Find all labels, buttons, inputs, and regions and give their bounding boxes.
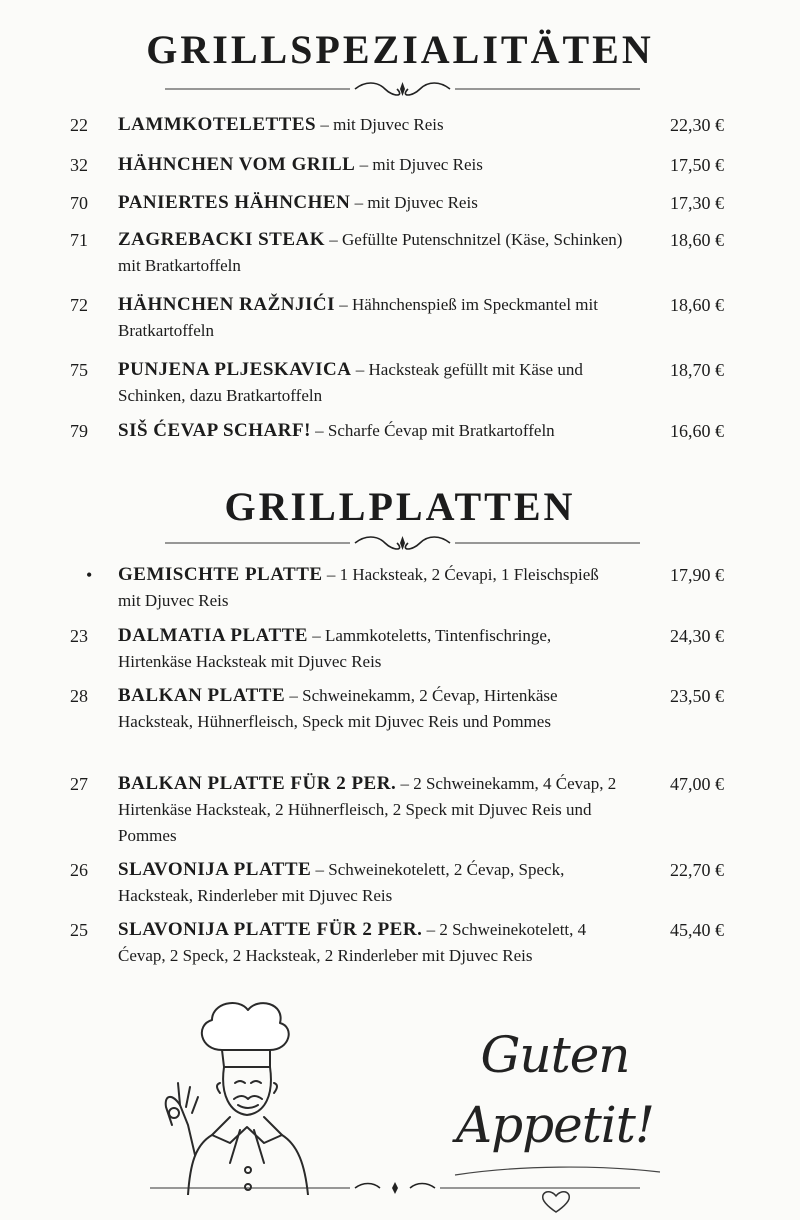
item-price: 22,30 € (670, 115, 724, 135)
item-number: 32 (70, 155, 88, 175)
menu-item (0, 190, 800, 227)
item-description: – 1 Hacksteak, 2 Ćevapi, 1 Fleischspieß mit Djuvec Reis (118, 565, 599, 610)
item-price: 18,60 € (670, 295, 724, 315)
item-price: 23,50 € (670, 686, 724, 706)
item-price: 18,70 € (670, 360, 724, 380)
item-name: PUNJENA PLJESKAVICA (118, 359, 352, 380)
item-price: 22,70 € (670, 860, 724, 880)
item-price: 45,40 € (670, 920, 724, 940)
item-description: – 2 Schweinekamm, 4 Ćevap, 2 Hirtenkäse Hacksteak, 2 Hühnerfleisch, 2 Speck mit Djuvec Reis und Pommes (118, 774, 617, 845)
item-name: SLAVONIJA PLATTE FÜR 2 PER. (118, 919, 423, 940)
item-price: 24,30 € (670, 626, 724, 646)
chef-illustration-icon (150, 995, 320, 1195)
item-name: HÄHNCHEN VOM GRILL (118, 154, 356, 175)
item-description: – Scharfe Ćevap mit Bratkartoffeln (310, 421, 555, 440)
item-number: 70 (70, 193, 88, 213)
grillspezialitaeten-list (0, 112, 800, 448)
item-description: – Schweinekamm, 2 Ćevap, Hirtenkäse Hacksteak, Hühnerfleisch, Speck mit Djuvec Reis und Pommes (118, 686, 558, 731)
item-number: 75 (70, 360, 88, 380)
item-name: PANIERTES HÄHNCHEN (118, 192, 351, 213)
item-number: 79 (70, 421, 88, 441)
item-price: 18,60 € (670, 230, 724, 250)
menu-item (0, 623, 800, 683)
item-description: – 2 Schweinekotelett, 4 Ćevap, 2 Speck, 2 Hacksteak, 2 Rinderleber mit Djuvec Reis (118, 920, 587, 965)
menu-item (0, 562, 800, 623)
section-title-grillspezialitaeten: GRILLSPEZIALITÄTEN (146, 27, 654, 72)
menu-item (0, 917, 800, 997)
item-bullet: • (86, 565, 93, 585)
menu-item (0, 152, 800, 190)
item-name: ZAGREBACKI STEAK (118, 229, 326, 250)
menu-item (0, 771, 800, 857)
item-number: 71 (70, 230, 88, 250)
item-number: 26 (70, 860, 88, 880)
item-number: 23 (70, 626, 88, 646)
menu-item (0, 683, 800, 771)
greeting-text: Guten Appetit! (456, 1026, 654, 1154)
menu-item (0, 357, 800, 418)
bottom-ornament-divider-icon (150, 1180, 640, 1200)
item-name: DALMATIA PLATTE (118, 625, 308, 646)
item-description: – mit Djuvec Reis (316, 115, 444, 134)
item-number: 72 (70, 295, 88, 315)
ornament-divider-icon (165, 533, 640, 553)
item-price: 47,00 € (670, 774, 724, 794)
item-description: – Schweinekotelett, 2 Ćevap, Speck, Hacksteak, Rinderleber mit Djuvec Reis (118, 860, 565, 905)
item-description: – Lammkoteletts, Tintenfischringe, Hirtenkäse Hacksteak mit Djuvec Reis (118, 626, 552, 671)
item-description: – Hacksteak gefüllt mit Käse und Schinken, dazu Bratkartoffeln (118, 360, 583, 405)
greeting-block (410, 1020, 700, 1170)
menu-item (0, 418, 800, 448)
section-title-grillplatten: GRILLPLATTEN (224, 484, 576, 529)
menu-item (0, 857, 800, 917)
item-description: – mit Djuvec Reis (350, 193, 478, 212)
item-number: 25 (70, 920, 88, 940)
item-number: 22 (70, 115, 88, 135)
item-name: LAMMKOTELETTES (118, 114, 317, 135)
item-number: 28 (70, 686, 88, 706)
item-price: 17,90 € (670, 565, 724, 585)
item-name: SLAVONIJA PLATTE (118, 859, 312, 880)
ornament-divider-icon (165, 79, 640, 99)
item-name: BALKAN PLATTE (118, 685, 286, 706)
item-description: – Hähnchenspieß im Speckmantel mit Bratkartoffeln (118, 295, 598, 340)
menu-item (0, 227, 800, 292)
item-description: – Gefüllte Putenschnitzel (Käse, Schinken) mit Bratkartoffeln (118, 230, 623, 275)
menu-item (0, 112, 800, 152)
grillplatten-list (0, 562, 800, 997)
item-number: 27 (70, 774, 88, 794)
item-name: GEMISCHTE PLATTE (118, 564, 323, 585)
item-price: 16,60 € (670, 421, 724, 441)
item-name: HÄHNCHEN RAŽNJIĆI (118, 294, 335, 315)
item-price: 17,50 € (670, 155, 724, 175)
item-name: BALKAN PLATTE FÜR 2 PER. (118, 773, 397, 794)
item-price: 17,30 € (670, 193, 724, 213)
item-name: SIŠ ĆEVAP SCHARF! (118, 420, 311, 441)
menu-item (0, 292, 800, 357)
item-description: – mit Djuvec Reis (355, 155, 483, 174)
